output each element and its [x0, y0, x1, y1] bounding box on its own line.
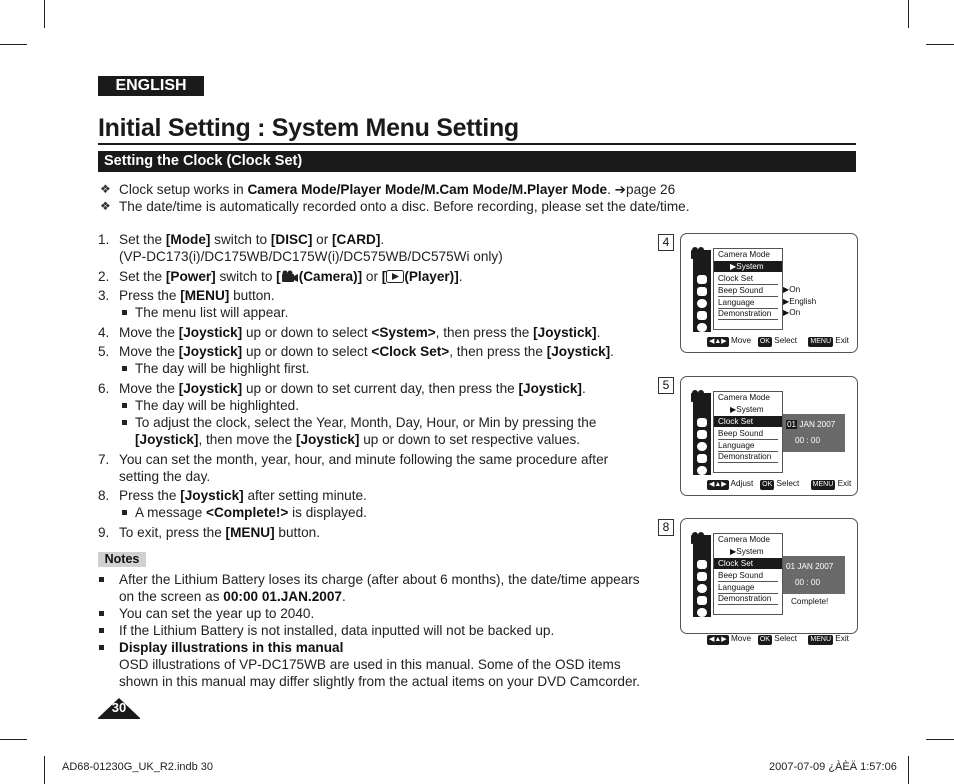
osd-system-item: ▶System — [714, 261, 782, 272]
osd-value: ▶English — [783, 297, 817, 306]
arrow-icon: ➔ — [614, 182, 627, 197]
note-text: You can set the year up to 2040. — [119, 606, 315, 621]
osd-menu-list — [713, 391, 783, 473]
crop-mark — [0, 44, 27, 45]
osd-menu-item: Language — [718, 441, 755, 450]
screen-step-number: 8 — [658, 519, 674, 536]
step-text: You can set the month, year, hour, and minute following the same procedure after — [119, 452, 609, 467]
step-text: Press the [Joystick] after setting minute. — [119, 488, 367, 503]
osd-menu-item: Demonstration — [718, 594, 772, 603]
footer-file-info: AD68-01230G_UK_R2.indb 30 — [62, 761, 214, 773]
page-number: 30 — [111, 700, 127, 715]
step-subtext: The day will be highlighted. — [135, 398, 299, 413]
step-subtext: The day will be highlight first. — [135, 361, 310, 376]
osd-menu-item: Beep Sound — [718, 429, 764, 438]
step-text: Move the [Joystick] up or down to set current day, then press the [Joystick]. — [119, 381, 586, 396]
square-bullet-icon — [99, 645, 104, 650]
square-bullet-icon — [122, 403, 127, 408]
osd-clock-editor: 01 JAN 2007 00 : 00 — [783, 414, 845, 452]
square-bullet-icon — [122, 510, 127, 515]
note-text: If the Lithium Battery is not installed, data inputted will not be backed up. — [119, 623, 555, 638]
menu-key-icon: MENU — [810, 338, 832, 345]
step-text: Set the [Power] switch to [ (Camera)] or [ (Player)]. — [119, 269, 463, 284]
note-text: OSD illustrations of VP-DC175WB are used in this manual. Some of the OSD items — [119, 657, 621, 672]
step-subtext: To adjust the clock, select the Year, Month, Day, Hour, or Min by pressing the — [135, 415, 597, 430]
crop-mark — [908, 0, 909, 28]
step-number: 1. — [98, 232, 110, 247]
section-header — [98, 151, 856, 172]
step-text: Move the [Joystick] up or down to select <System>, then press the [Joystick]. — [119, 325, 601, 340]
osd-menu-item: Language — [718, 298, 755, 307]
step-number: 4. — [98, 325, 110, 340]
step-text: To exit, press the [MENU] button. — [119, 525, 320, 540]
osd-menu-item: Demonstration — [718, 452, 772, 461]
note-heading: Display illustrations in this manual — [119, 640, 344, 655]
record-icon — [697, 275, 707, 284]
step-number: 5. — [98, 344, 110, 359]
step-text: Set the [Mode] switch to [DISC] or [CARD]. — [119, 232, 385, 247]
step-subtext: The menu list will appear. — [135, 305, 289, 320]
step-number: 3. — [98, 288, 110, 303]
step-number: 9. — [98, 525, 110, 540]
note-text: shown in this manual may differ slightly from the actual items on your DVD Camcorder. — [119, 674, 641, 689]
osd-clock-day-highlight: 01 — [787, 420, 797, 429]
osd-menu-item: Beep Sound — [718, 571, 764, 580]
osd-menu-item: Demonstration — [718, 309, 772, 318]
step-text: Move the [Joystick] up or down to select <Clock Set>, then press the [Joystick]. — [119, 344, 614, 359]
display-icon — [697, 311, 707, 320]
square-bullet-icon — [99, 577, 104, 582]
intro-line: The date/time is automatically recorded onto a disc. Before recording, please set the date/time. — [119, 199, 690, 214]
step-number: 6. — [98, 381, 110, 396]
language-badge: ENGLISH — [98, 76, 204, 96]
camera-mode-icon — [690, 246, 710, 260]
osd-screen-clock-set — [680, 376, 858, 496]
note-text: on the screen as 00:00 01.JAN.2007. — [119, 589, 346, 604]
screen-step-number: 5 — [658, 377, 674, 394]
diamond-bullet-icon: ❖ — [100, 182, 111, 196]
osd-value: ▶On — [783, 285, 801, 294]
gear-icon — [697, 608, 707, 617]
camera-mode-icon — [690, 389, 710, 403]
gear-icon — [697, 323, 707, 332]
osd-footer: ◀▲▶ Adjust OK Select MENU Exit — [709, 479, 852, 488]
osd-screen-system-menu — [680, 233, 858, 353]
square-bullet-icon — [122, 310, 127, 315]
footer-timestamp: 2007-07-09 ¿ÀÈÄ 1:57:06 — [769, 761, 897, 773]
step-number: 7. — [98, 452, 110, 467]
display-icon — [697, 454, 707, 463]
osd-mode-label: Camera Mode — [718, 250, 770, 259]
step-text: Press the [MENU] button. — [119, 288, 275, 303]
step-text: (VP-DC173(i)/DC175WB/DC175W(i)/DC575WB/DC575Wi only) — [119, 249, 503, 264]
osd-menu-list — [713, 248, 783, 330]
record-icon — [697, 418, 707, 427]
step-text: setting the day. — [119, 469, 211, 484]
square-bullet-icon — [99, 628, 104, 633]
page-ref-link: page 26 — [626, 182, 676, 197]
clock-icon — [697, 442, 707, 451]
osd-footer: ◀▲▶ Move OK Select MENU Exit — [709, 336, 849, 345]
osd-complete-message: Complete! — [791, 597, 829, 606]
osd-mode-label: Camera Mode — [718, 393, 770, 402]
clock-icon — [697, 299, 707, 308]
crop-mark — [926, 739, 954, 740]
square-bullet-icon — [99, 611, 104, 616]
osd-menu-item: Clock Set — [718, 274, 754, 283]
ok-key-icon: OK — [759, 338, 770, 345]
title-divider — [98, 143, 856, 145]
osd-menu-item-selected: Clock Set — [714, 416, 782, 427]
record-icon — [697, 560, 707, 569]
camera-icon — [281, 270, 299, 283]
osd-footer: ◀▲▶ Move OK Select MENU Exit — [709, 634, 849, 643]
osd-menu-item: Language — [718, 583, 755, 592]
step-number: 8. — [98, 488, 110, 503]
intro-line: Clock setup works in Camera Mode/Player Mode/M.Cam Mode/M.Player Mode. ➔page 26 — [119, 182, 676, 197]
osd-screen-clock-complete — [680, 518, 858, 643]
ok-key-icon: OK — [759, 636, 770, 643]
joystick-icon: ◀▲▶ — [709, 481, 727, 488]
notes-label: Notes — [98, 552, 146, 567]
gear-icon — [697, 466, 707, 475]
step-number: 2. — [98, 269, 110, 284]
step-subtext: [Joystick], then move the [Joystick] up or down to set respective values. — [135, 432, 581, 447]
diamond-bullet-icon: ❖ — [100, 199, 111, 213]
menu-key-icon: MENU — [812, 481, 834, 488]
menu-key-icon: MENU — [810, 636, 832, 643]
note-text: After the Lithium Battery loses its charge (after about 6 months), the date/time appears — [119, 572, 640, 587]
crop-mark — [908, 756, 909, 784]
crop-mark — [0, 739, 27, 740]
square-bullet-icon — [122, 420, 127, 425]
clock-icon — [697, 584, 707, 593]
ok-key-icon: OK — [762, 481, 773, 488]
player-icon — [386, 270, 404, 283]
joystick-icon: ◀▲▶ — [709, 636, 727, 643]
joystick-icon: ◀▲▶ — [709, 338, 727, 345]
section-title: Setting the Clock (Clock Set) — [104, 153, 303, 169]
page-number-badge — [98, 698, 140, 718]
screen-step-number: 4 — [658, 234, 674, 251]
display-icon — [697, 596, 707, 605]
osd-menu-item: Beep Sound — [718, 286, 764, 295]
page-number-rule — [98, 718, 140, 719]
square-bullet-icon — [122, 366, 127, 371]
crop-mark — [44, 756, 45, 784]
osd-clock-display: 01 JAN 2007 00 : 00 — [783, 556, 845, 594]
page-title: Initial Setting : System Menu Setting — [98, 114, 519, 142]
osd-menu-item-selected: Clock Set — [714, 558, 782, 569]
photo-icon — [697, 430, 707, 439]
crop-mark — [926, 44, 954, 45]
photo-icon — [697, 287, 707, 296]
photo-icon — [697, 572, 707, 581]
crop-mark — [44, 0, 45, 28]
osd-system-item: ▶System — [730, 547, 764, 556]
step-subtext: A message <Complete!> is displayed. — [135, 505, 367, 520]
osd-system-item: ▶System — [730, 405, 764, 414]
osd-mode-label: Camera Mode — [718, 535, 770, 544]
camera-mode-icon — [690, 531, 710, 545]
osd-menu-list — [713, 533, 783, 615]
osd-value: ▶On — [783, 308, 801, 317]
